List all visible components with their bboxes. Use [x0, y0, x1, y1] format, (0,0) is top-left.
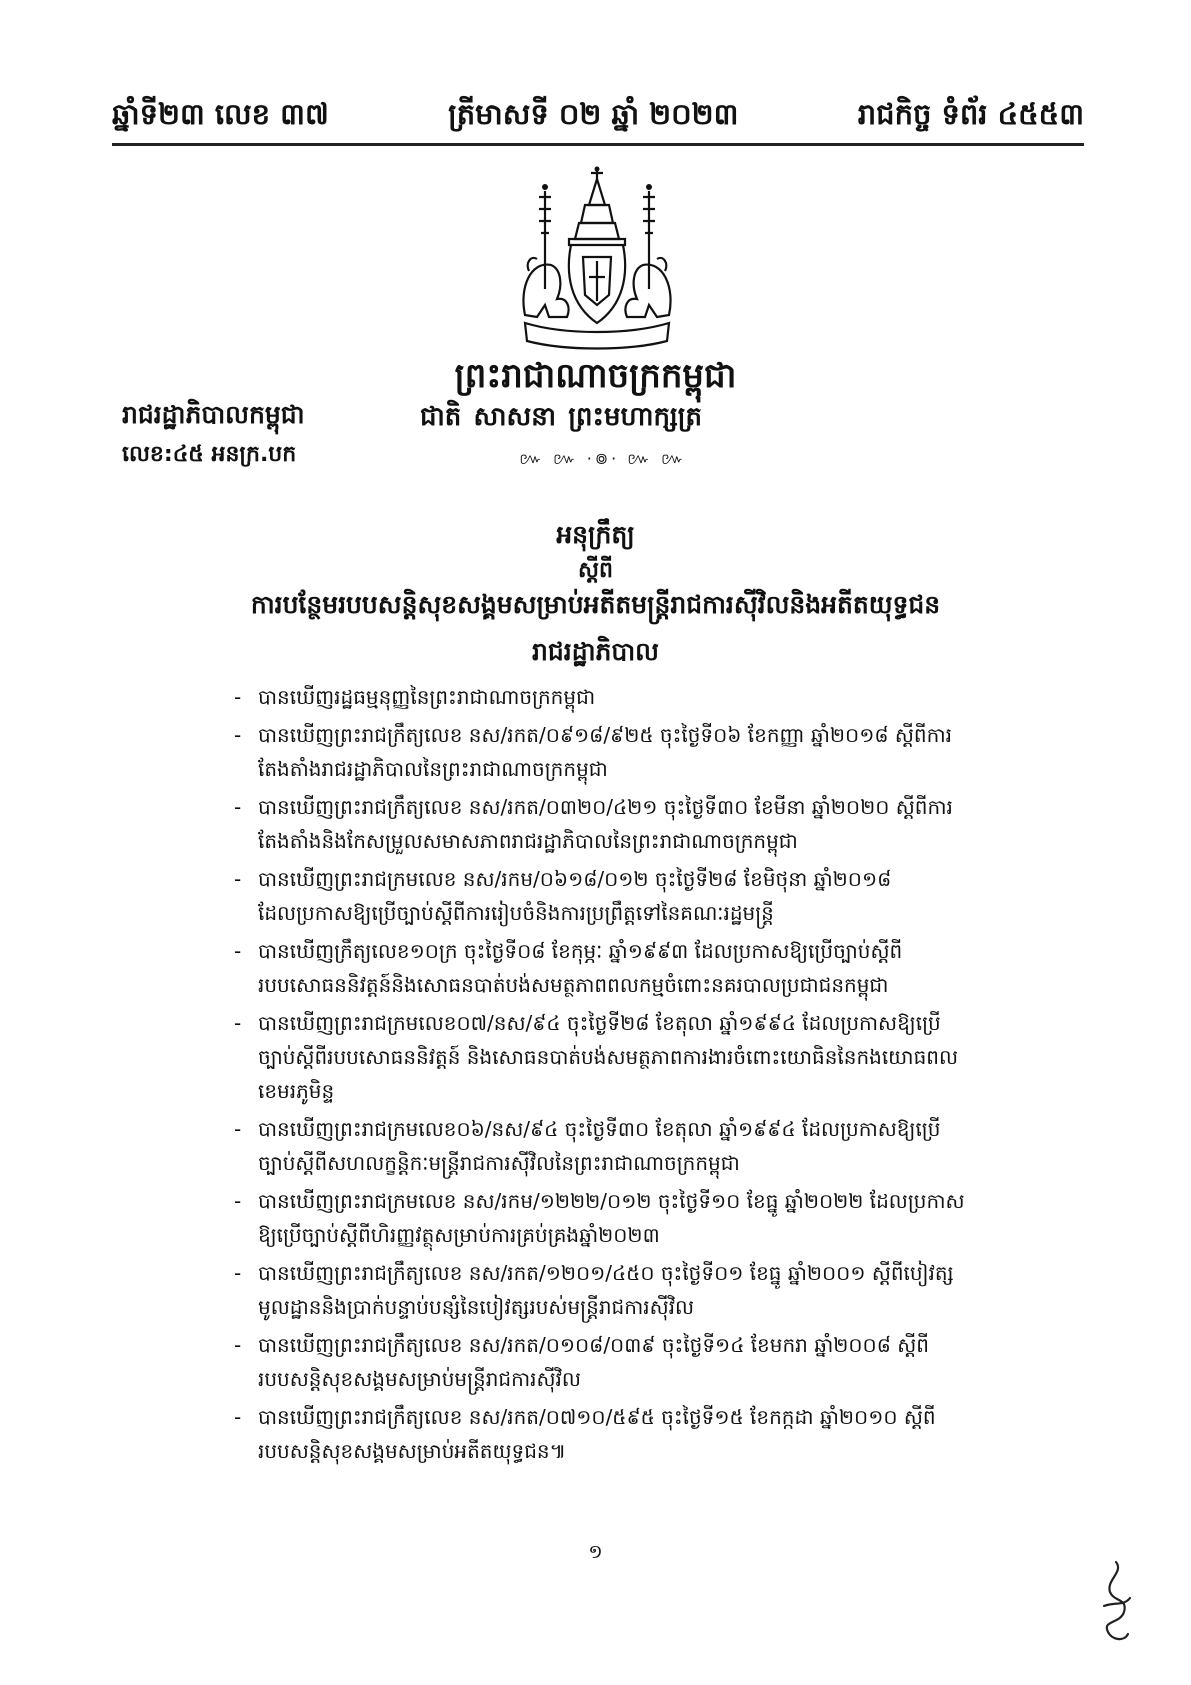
legal-reference-line: ខេមរភូមិន្ទ: [258, 1079, 335, 1103]
kingdom-name: ព្រះរាជាណាចក្រកម្ពុជា: [454, 356, 737, 396]
document-title: ការបន្ថែមរបបសន្តិសុខសង្គមសម្រាប់អតីតមន្ត្រីរាជការស៊ីវិលនិងអតីតយុទ្ធជន: [250, 590, 941, 619]
government-name: រាជរដ្ឋាភិបាលកម្ពុជា: [122, 400, 305, 429]
royal-coat-of-arms-icon: [505, 165, 689, 355]
legal-reference-line: បានឃើញព្រះរាជក្រឹត្យលេខ នស/រកត/០១០៨/០៣៩ ចុះថ្ងៃទី១៤ ខែមករា ឆ្នាំ២០០៨ ស្តីពី: [258, 1333, 929, 1357]
legal-reference-line: បានឃើញព្រះរាជក្រឹត្យលេខ នស/រកត/០៣២០/៤២១ ចុះថ្ងៃទី៣០ ខែមីនា ឆ្នាំ២០២០ ស្តីពីការ: [258, 795, 953, 819]
list-bullet: -: [234, 939, 242, 963]
list-bullet: -: [234, 1011, 242, 1035]
list-bullet: -: [234, 867, 242, 891]
legal-reference-line: បានឃើញរដ្ឋធម្មនុញ្ញនៃព្រះរាជាណាចក្រកម្ពុជា: [258, 685, 596, 709]
legal-reference-line: បានឃើញក្រឹត្យលេខ១០ក្រ ចុះថ្ងៃទី០៨ ខែកុម្ភៈ ឆ្នាំ១៩៩៣ ដែលប្រកាសឱ្យប្រើច្បាប់ស្តីពី: [258, 939, 903, 963]
list-bullet: -: [234, 1405, 242, 1429]
document-number: លេខ:៤៥ អនក្រ.បក: [122, 442, 297, 467]
page-number: ១: [588, 1541, 603, 1563]
legal-reference-line: មូលដ្ឋាននិងប្រាក់បន្ទាប់បន្សំនៃបៀវត្សរបស់មន្ត្រីរាជការស៊ីវិល: [258, 1295, 695, 1319]
gazette-year-issue: ឆ្នាំទី២៣ លេខ ៣៧: [112, 97, 329, 131]
list-bullet: -: [234, 1117, 242, 1141]
legal-reference-line: បានឃើញព្រះរាជក្រមលេខ នស/រកម/១២២២/០១២ ចុះថ្ងៃទី១០ ខែធ្នូ ឆ្នាំ២០២២ ដែលប្រកាស: [258, 1189, 965, 1213]
motto-religion: សាសនា: [473, 402, 557, 432]
legal-reference-line: បានឃើញព្រះរាជក្រឹត្យលេខ នស/រកត/០៧១០/៥៩៥ ចុះថ្ងៃទី១៥ ខែកក្កដា ឆ្នាំ២០១០ ស្តីពី: [258, 1405, 936, 1429]
legal-reference-line: បានឃើញព្រះរាជក្រមលេខ០៧/នស/៩៤ ចុះថ្ងៃទី២៨ ខែតុលា ឆ្នាំ១៩៩៤ ដែលប្រកាសឱ្យប្រើ: [258, 1011, 941, 1035]
legal-reference-line: របបសន្តិសុខសង្គមសម្រាប់អតីតយុទ្ធជន៕: [258, 1439, 567, 1463]
legal-reference-line: បានឃើញព្រះរាជក្រមលេខ នស/រកម/០៦១៨/០១២ ចុះថ្ងៃទី២៨ ខែមិថុនា ឆ្នាំ២០១៨: [258, 867, 892, 891]
legal-reference-line: បានឃើញព្រះរាជក្រឹត្យលេខ នស/រកត/១២០១/៤៥០ ចុះថ្ងៃទី០១ ខែធ្នូ ឆ្នាំ២០០១ ស្តីពីបៀវត្ស: [258, 1261, 954, 1285]
list-bullet: -: [234, 723, 242, 747]
legal-reference-line: ឱ្យប្រើច្បាប់ស្តីពីហិរញ្ញវត្ថុសម្រាប់ការគ្រប់គ្រងឆ្នាំ២០២៣: [258, 1223, 660, 1247]
legal-reference-line: បានឃើញព្រះរាជក្រឹត្យលេខ នស/រកត/០៩១៨/៩២៥ ចុះថ្ងៃទី០៦ ខែកញ្ញា ឆ្នាំ២០១៨ ស្តីពីការ: [258, 723, 952, 747]
list-bullet: -: [234, 1261, 242, 1285]
list-bullet: -: [234, 795, 242, 819]
legal-reference-line: របបសោធននិវត្តន៍និងសោធនបាត់បង់សមត្ថភាពពលកម្មចំពោះនគរបាលប្រជាជនកម្ពុជា: [258, 973, 889, 997]
list-bullet: -: [234, 1189, 242, 1213]
header-divider: [112, 143, 1084, 146]
legal-reference-line: ច្បាប់ស្តីពីរបបសោធននិវត្តន៍ និងសោធនបាត់បង់សមត្ថភាពការងារចំពោះយោធិននៃកងយោធពល: [258, 1045, 959, 1069]
gazette-header: [112, 96, 1084, 140]
list-bullet: -: [234, 685, 242, 709]
motto-king: ព្រះមហាក្សត្រ: [568, 402, 702, 432]
issuing-authority: រាជរដ្ឋាភិបាល: [532, 637, 659, 666]
gazette-date: ត្រីមាសទី ០២ ឆ្នាំ ២០២៣: [448, 97, 739, 131]
legal-reference-line: ច្បាប់ស្តីពីសហលក្ខន្តិកៈមន្ត្រីរាជការស៊ីវិលនៃព្រះរាជាណាចក្រកម្ពុជា: [258, 1151, 740, 1175]
list-bullet: -: [234, 1333, 242, 1357]
document-type: អនុក្រឹត្យ: [556, 520, 635, 549]
concerning-label: ស្តីពី: [578, 558, 613, 583]
legal-reference-line: ដែលប្រកាសឱ្យប្រើច្បាប់ស្តីពីការរៀបចំនិងការប្រព្រឹត្តទៅនៃគណៈរដ្ឋមន្ត្រី: [258, 901, 774, 925]
legal-reference-line: តែងតាំងរាជរដ្ឋាភិបាលនៃព្រះរាជាណាចក្រកម្ពុជា: [258, 757, 608, 781]
decorative-ornament: ៚ ៚ ·៙· ៚ ៚: [519, 449, 687, 468]
motto-nation: ជាតិ: [420, 402, 462, 432]
legal-reference-line: តែងតាំងនិងកែសម្រួលសមាសភាពរាជរដ្ឋាភិបាលនៃព្រះរាជាណាចក្រកម្ពុជា: [258, 829, 798, 853]
legal-reference-line: បានឃើញព្រះរាជក្រមលេខ០៦/នស/៩៤ ចុះថ្ងៃទី៣០ ខែតុលា ឆ្នាំ១៩៩៤ ដែលប្រកាសឱ្យប្រើ: [258, 1117, 941, 1141]
legal-reference-line: របបសន្តិសុខសង្គមសម្រាប់មន្ត្រីរាជការស៊ីវិល: [258, 1367, 581, 1391]
initial-signature: [1094, 1558, 1134, 1648]
national-motto: [420, 400, 702, 438]
gazette-page: រាជកិច្ច ទំព័រ ៤៥៥៣: [857, 97, 1084, 131]
